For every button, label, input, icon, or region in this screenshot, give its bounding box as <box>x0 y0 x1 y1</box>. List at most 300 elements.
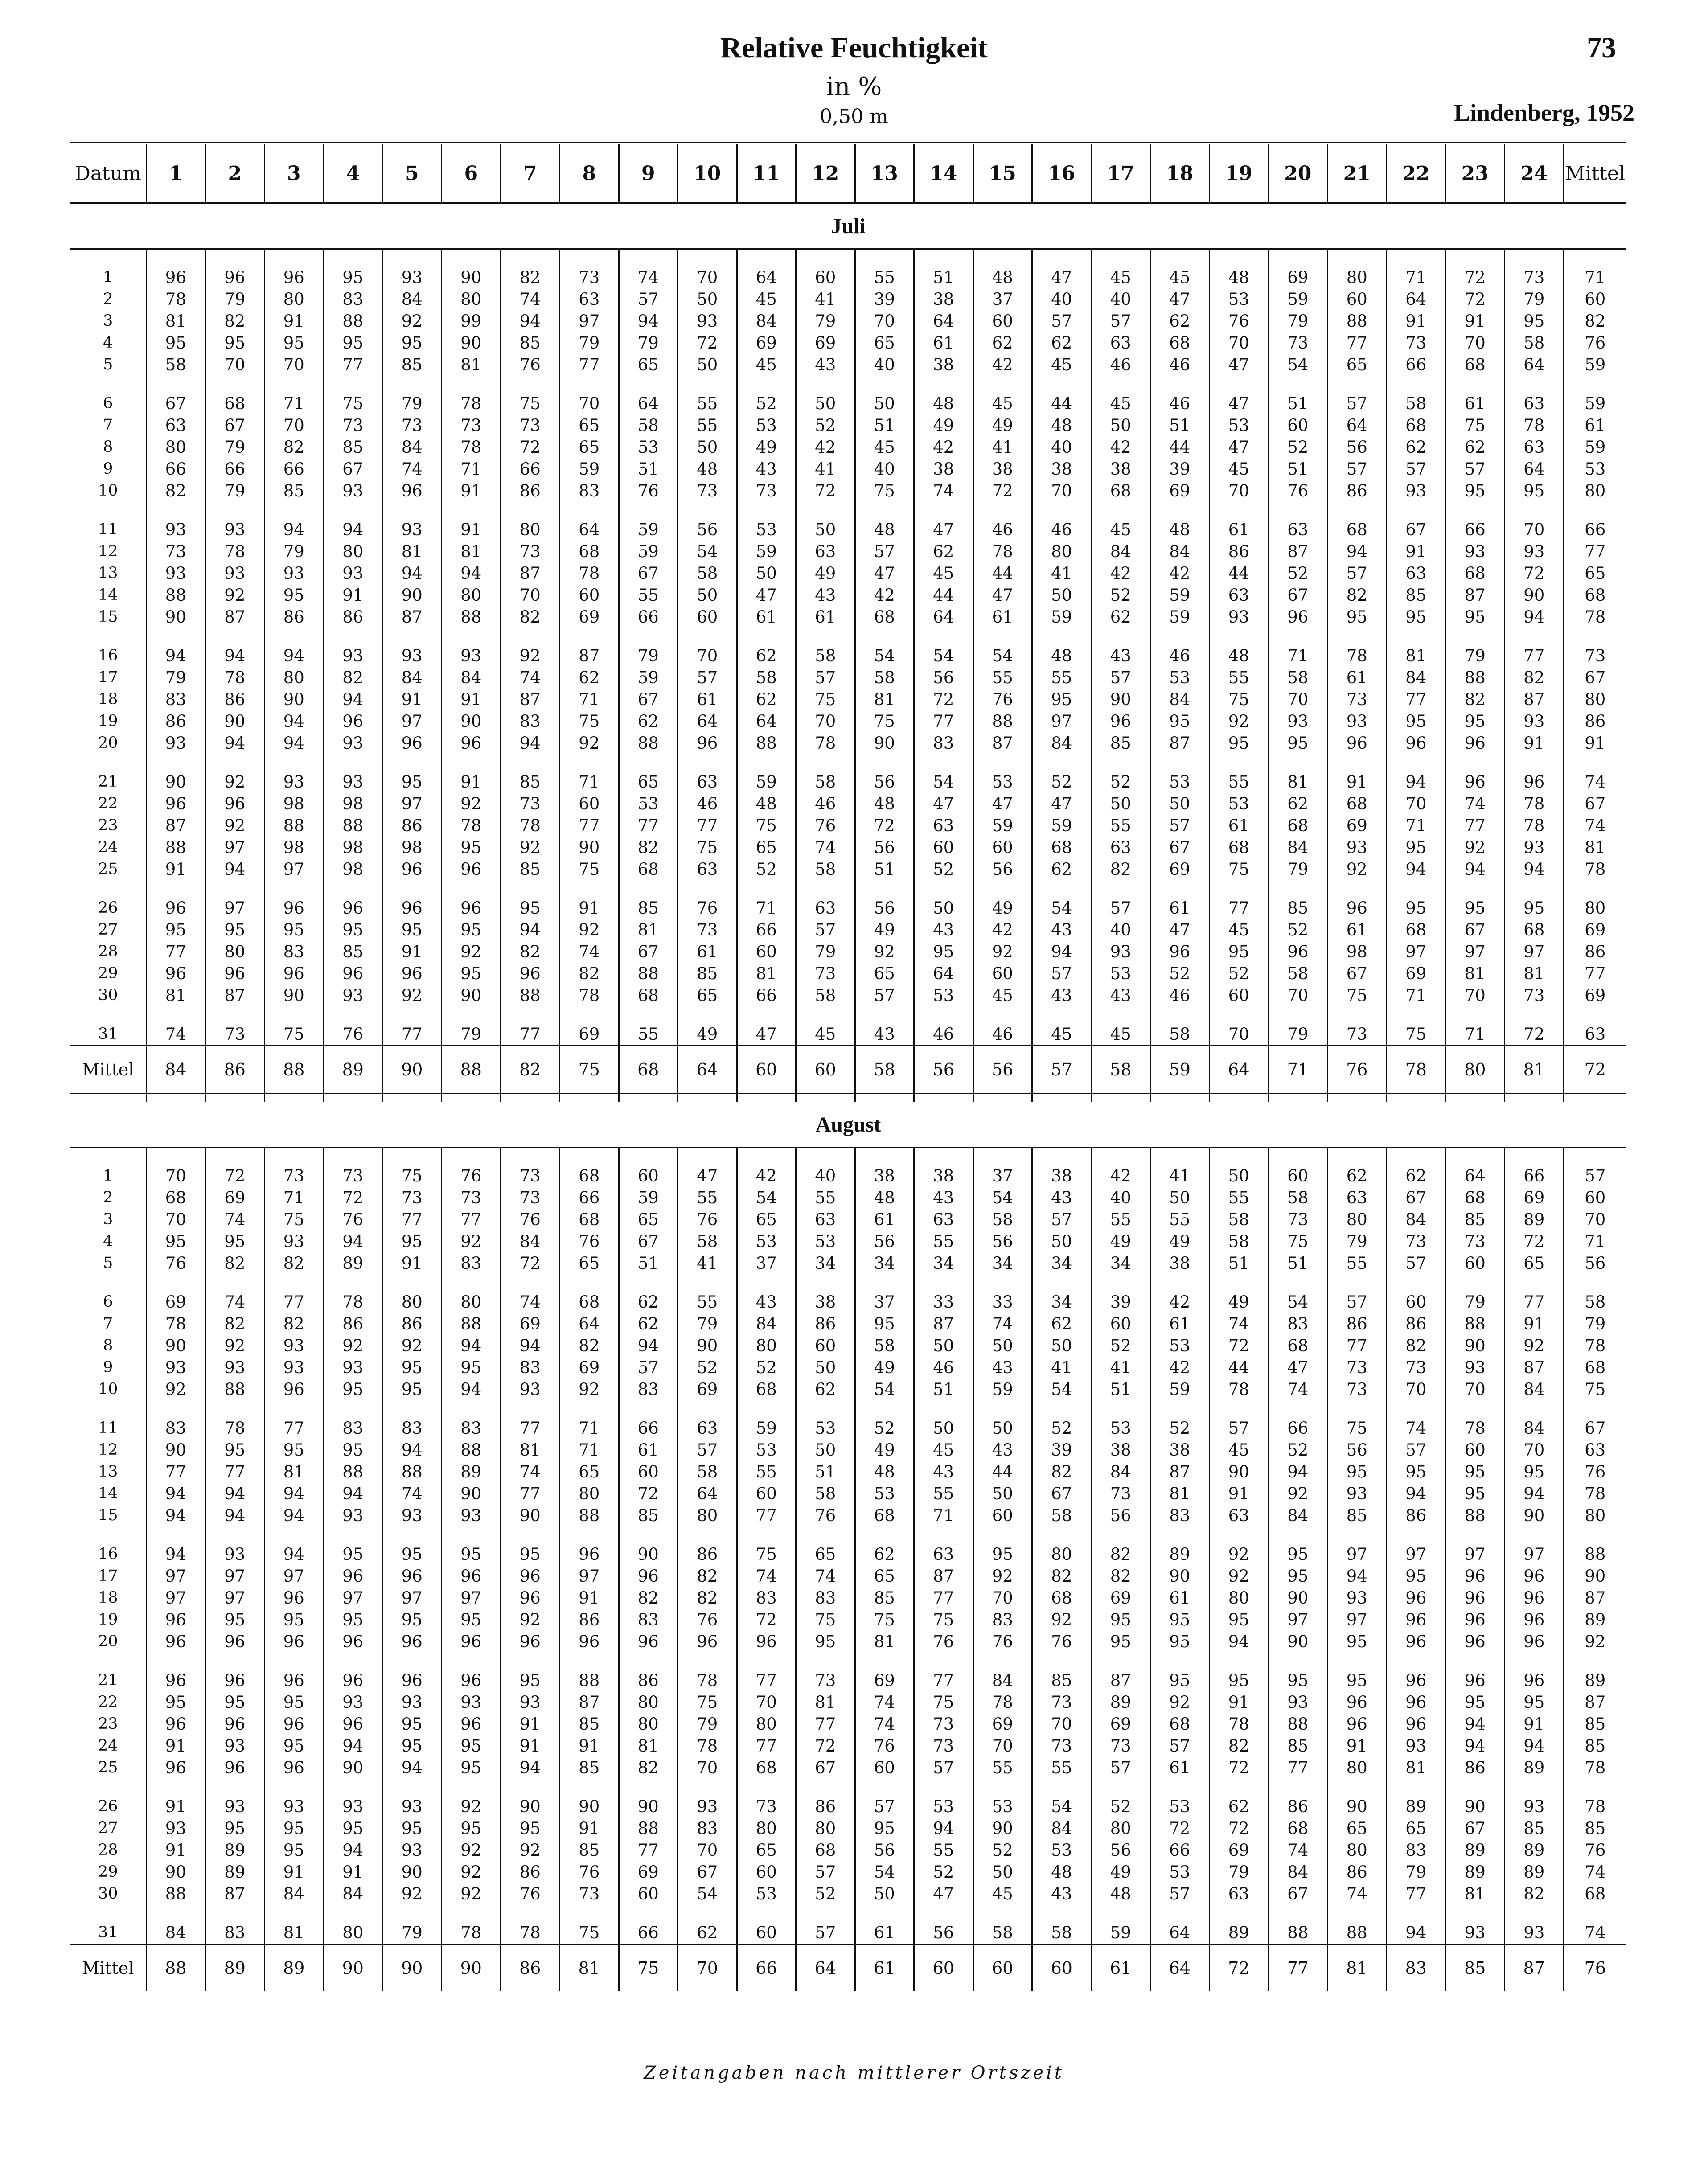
value-cell: 92 <box>560 919 619 941</box>
value-cell: 95 <box>442 1817 501 1839</box>
date-cell: 14 <box>98 1485 118 1502</box>
value-cell: 95 <box>914 941 973 963</box>
value-cell: 91 <box>1209 1691 1269 1713</box>
value-cell: 82 <box>678 1587 737 1609</box>
value-cell: 96 <box>1150 941 1210 963</box>
table-row <box>70 897 1626 919</box>
value-cell: 95 <box>1387 897 1446 919</box>
value-cell: 60 <box>737 1922 796 1944</box>
value-cell: 75 <box>560 1046 619 1094</box>
value-cell: 75 <box>796 689 855 710</box>
value-cell: 92 <box>1209 710 1269 732</box>
value-cell: 73 <box>914 1713 973 1735</box>
value-cell: 89 <box>1505 1209 1564 1231</box>
value-cell: 93 <box>264 771 324 793</box>
value-cell: 79 <box>1445 1291 1505 1313</box>
table-row <box>70 1461 1626 1483</box>
value-cell: 80 <box>1327 267 1387 288</box>
value-cell: 96 <box>146 1609 205 1631</box>
value-cell: 91 <box>264 1861 324 1883</box>
value-cell: 94 <box>382 562 442 584</box>
value-cell: 96 <box>560 1631 619 1653</box>
value-cell: 82 <box>1445 689 1505 710</box>
value-cell: 95 <box>324 1439 383 1461</box>
value-cell: 86 <box>1209 541 1269 562</box>
value-cell: 93 <box>501 1691 560 1713</box>
value-cell: 95 <box>1505 1461 1564 1483</box>
row-gap <box>70 1148 1626 1165</box>
value-cell: 42 <box>737 1165 796 1187</box>
date-cell: 23 <box>98 816 118 834</box>
value-cell: 58 <box>796 858 855 880</box>
value-cell: 97 <box>1387 1543 1446 1565</box>
value-cell: 94 <box>501 919 560 941</box>
value-cell: 64 <box>1150 1922 1210 1944</box>
value-cell: 74 <box>146 1023 205 1046</box>
value-cell: 46 <box>1091 354 1150 376</box>
table-row <box>70 1357 1626 1378</box>
value-cell: 83 <box>1387 1944 1446 1992</box>
value-cell: 96 <box>1445 1631 1505 1653</box>
value-cell: 70 <box>501 584 560 606</box>
value-cell: 45 <box>855 436 914 458</box>
value-cell: 49 <box>1150 1231 1210 1252</box>
value-cell: 58 <box>619 414 678 436</box>
value-cell: 96 <box>442 1631 501 1653</box>
value-cell: 91 <box>1445 310 1505 332</box>
value-cell: 65 <box>1505 1252 1564 1274</box>
value-cell: 69 <box>1209 1839 1269 1861</box>
value-cell: 64 <box>1327 414 1387 436</box>
value-cell: 88 <box>146 1883 205 1905</box>
value-cell: 95 <box>205 1439 265 1461</box>
value-cell: 93 <box>324 1505 383 1526</box>
value-cell: 34 <box>1091 1252 1150 1274</box>
value-cell: 47 <box>973 793 1032 815</box>
value-cell: 52 <box>1269 919 1328 941</box>
value-cell: 59 <box>1150 1046 1210 1094</box>
value-cell: 96 <box>1445 732 1505 754</box>
value-cell: 54 <box>678 541 737 562</box>
value-cell: 88 <box>324 815 383 837</box>
value-cell: 48 <box>855 793 914 815</box>
value-cell: 98 <box>324 837 383 858</box>
value-cell: 95 <box>442 1543 501 1565</box>
value-cell: 58 <box>678 1231 737 1252</box>
value-cell: 66 <box>619 1922 678 1944</box>
value-cell: 81 <box>796 1691 855 1713</box>
value-cell: 45 <box>1091 393 1150 414</box>
value-cell: 95 <box>146 919 205 941</box>
mean-cell: 75 <box>1564 1378 1626 1400</box>
value-cell: 71 <box>442 458 501 480</box>
value-cell: 93 <box>324 1357 383 1378</box>
value-cell: 67 <box>146 393 205 414</box>
value-cell: 69 <box>205 1187 265 1209</box>
value-cell: 45 <box>796 1023 855 1046</box>
value-cell: 68 <box>855 606 914 628</box>
value-cell: 61 <box>678 941 737 963</box>
value-cell: 91 <box>264 310 324 332</box>
value-cell: 54 <box>737 1187 796 1209</box>
value-cell: 65 <box>619 771 678 793</box>
value-cell: 93 <box>146 562 205 584</box>
value-cell: 93 <box>1505 541 1564 562</box>
value-cell: 81 <box>1505 963 1564 985</box>
value-cell: 81 <box>1445 963 1505 985</box>
value-cell: 80 <box>737 1335 796 1357</box>
value-cell: 93 <box>264 562 324 584</box>
value-cell: 60 <box>973 1505 1032 1526</box>
table-row <box>70 1483 1626 1505</box>
value-cell: 94 <box>382 1757 442 1779</box>
value-cell: 68 <box>1387 414 1446 436</box>
value-cell: 68 <box>796 1839 855 1861</box>
value-cell: 75 <box>737 815 796 837</box>
value-cell: 94 <box>1505 1735 1564 1757</box>
value-cell: 53 <box>1091 1417 1150 1439</box>
value-cell: 83 <box>619 1378 678 1400</box>
mean-cell: 67 <box>1564 793 1626 815</box>
value-cell: 60 <box>1387 1291 1446 1313</box>
value-cell: 70 <box>264 414 324 436</box>
value-cell: 78 <box>678 1670 737 1691</box>
value-cell: 48 <box>737 793 796 815</box>
value-cell: 84 <box>382 436 442 458</box>
value-cell: 56 <box>678 519 737 541</box>
value-cell: 47 <box>678 1165 737 1187</box>
value-cell: 93 <box>442 645 501 667</box>
value-cell: 55 <box>1032 667 1092 689</box>
value-cell: 89 <box>324 1046 383 1094</box>
value-cell: 85 <box>855 1587 914 1609</box>
value-cell: 96 <box>382 963 442 985</box>
value-cell: 58 <box>855 1335 914 1357</box>
value-cell: 60 <box>1327 288 1387 310</box>
row-gap <box>70 376 1626 393</box>
value-cell: 95 <box>1327 1631 1387 1653</box>
value-cell: 96 <box>205 793 265 815</box>
date-cell: 30 <box>98 1885 118 1903</box>
value-cell: 74 <box>1269 1378 1328 1400</box>
col-header-mean: Mittel <box>1564 143 1626 203</box>
value-cell: 86 <box>501 480 560 502</box>
value-cell: 57 <box>678 667 737 689</box>
value-cell: 96 <box>1505 1609 1564 1631</box>
value-cell: 70 <box>1445 1378 1505 1400</box>
value-cell: 82 <box>146 480 205 502</box>
value-cell: 50 <box>737 562 796 584</box>
value-cell: 47 <box>973 584 1032 606</box>
value-cell: 93 <box>382 1839 442 1861</box>
value-cell: 95 <box>264 919 324 941</box>
value-cell: 50 <box>914 897 973 919</box>
value-cell: 73 <box>146 541 205 562</box>
value-cell: 61 <box>855 1209 914 1231</box>
value-cell: 59 <box>973 1378 1032 1400</box>
value-cell: 76 <box>973 689 1032 710</box>
value-cell: 89 <box>205 1839 265 1861</box>
value-cell: 91 <box>442 480 501 502</box>
value-cell: 95 <box>1269 1543 1328 1565</box>
value-cell: 94 <box>1209 1631 1269 1653</box>
value-cell: 91 <box>560 1735 619 1757</box>
value-cell: 40 <box>1091 1187 1150 1209</box>
value-cell: 64 <box>560 1313 619 1335</box>
value-cell: 63 <box>796 897 855 919</box>
value-cell: 94 <box>442 562 501 584</box>
value-cell: 92 <box>855 941 914 963</box>
col-header-hour: 20 <box>1269 143 1328 203</box>
value-cell: 77 <box>382 1023 442 1046</box>
value-cell: 44 <box>973 562 1032 584</box>
value-cell: 63 <box>1209 584 1269 606</box>
value-cell: 68 <box>1269 1817 1328 1839</box>
value-cell: 77 <box>146 1461 205 1483</box>
table-row <box>70 1209 1626 1231</box>
value-cell: 59 <box>1269 288 1328 310</box>
value-cell: 95 <box>324 919 383 941</box>
value-cell: 95 <box>1387 1461 1446 1483</box>
value-cell: 52 <box>1091 771 1150 793</box>
date-cell: 6 <box>103 394 113 412</box>
value-cell: 45 <box>973 1883 1032 1905</box>
value-cell: 55 <box>914 1483 973 1505</box>
value-cell: 60 <box>914 837 973 858</box>
value-cell: 99 <box>442 310 501 332</box>
value-cell: 58 <box>1032 1505 1092 1526</box>
value-cell: 61 <box>855 1944 914 1992</box>
value-cell: 59 <box>560 458 619 480</box>
value-cell: 53 <box>737 1439 796 1461</box>
value-cell: 81 <box>382 541 442 562</box>
value-cell: 52 <box>914 1861 973 1883</box>
value-cell: 96 <box>1505 1565 1564 1587</box>
value-cell: 96 <box>205 1631 265 1653</box>
value-cell: 95 <box>324 1378 383 1400</box>
value-cell: 73 <box>1269 1209 1328 1231</box>
value-cell: 85 <box>619 1505 678 1526</box>
value-cell: 54 <box>973 645 1032 667</box>
value-cell: 44 <box>1032 393 1092 414</box>
date-cell: 31 <box>98 1025 118 1043</box>
value-cell: 73 <box>501 1165 560 1187</box>
value-cell: 62 <box>619 1291 678 1313</box>
value-cell: 95 <box>1387 710 1446 732</box>
value-cell: 50 <box>1150 793 1210 815</box>
value-cell: 92 <box>1032 1609 1092 1631</box>
value-cell: 57 <box>1327 393 1387 414</box>
date-cell: 8 <box>103 1337 113 1354</box>
value-cell: 92 <box>442 1231 501 1252</box>
date-cell: 24 <box>98 838 118 856</box>
value-cell: 88 <box>442 1313 501 1335</box>
value-cell: 63 <box>1091 837 1150 858</box>
value-cell: 81 <box>442 541 501 562</box>
value-cell: 93 <box>205 1357 265 1378</box>
value-cell: 85 <box>560 1839 619 1861</box>
value-cell: 79 <box>796 941 855 963</box>
value-cell: 70 <box>1445 985 1505 1006</box>
value-cell: 73 <box>1327 1357 1387 1378</box>
value-cell: 38 <box>914 458 973 480</box>
value-cell: 96 <box>442 1670 501 1691</box>
value-cell: 63 <box>1209 1883 1269 1905</box>
table-row <box>70 1543 1626 1565</box>
value-cell: 53 <box>1150 1796 1210 1817</box>
value-cell: 97 <box>382 793 442 815</box>
value-cell: 61 <box>855 1922 914 1944</box>
value-cell: 74 <box>796 837 855 858</box>
value-cell: 97 <box>1032 710 1092 732</box>
value-cell: 71 <box>914 1505 973 1526</box>
value-cell: 84 <box>1150 689 1210 710</box>
value-cell: 68 <box>1445 354 1505 376</box>
value-cell: 52 <box>1150 963 1210 985</box>
value-cell: 72 <box>737 1609 796 1631</box>
mean-cell: 85 <box>1564 1817 1626 1839</box>
value-cell: 69 <box>1091 1713 1150 1735</box>
value-cell: 77 <box>619 1839 678 1861</box>
value-cell: 93 <box>146 1817 205 1839</box>
value-cell: 83 <box>737 1587 796 1609</box>
value-cell: 93 <box>205 519 265 541</box>
value-cell: 45 <box>973 985 1032 1006</box>
value-cell: 55 <box>1091 815 1150 837</box>
date-cell: 22 <box>98 1693 118 1711</box>
value-cell: 77 <box>501 1417 560 1439</box>
value-cell: 49 <box>1091 1861 1150 1883</box>
value-cell: 50 <box>678 584 737 606</box>
value-cell: 80 <box>796 1817 855 1839</box>
value-cell: 51 <box>1269 393 1328 414</box>
value-cell: 96 <box>501 1631 560 1653</box>
value-cell: 96 <box>205 1713 265 1735</box>
value-cell: 92 <box>501 645 560 667</box>
mean-cell: 78 <box>1564 606 1626 628</box>
value-cell: 89 <box>324 1252 383 1274</box>
date-cell: 25 <box>98 860 118 878</box>
value-cell: 87 <box>973 732 1032 754</box>
value-cell: 90 <box>264 689 324 710</box>
value-cell: 92 <box>324 1335 383 1357</box>
value-cell: 72 <box>796 1735 855 1757</box>
value-cell: 51 <box>855 858 914 880</box>
value-cell: 53 <box>1150 667 1210 689</box>
value-cell: 57 <box>1327 1291 1387 1313</box>
value-cell: 80 <box>1209 1587 1269 1609</box>
value-cell: 68 <box>560 541 619 562</box>
value-cell: 95 <box>501 1670 560 1691</box>
value-cell: 57 <box>1445 458 1505 480</box>
value-cell: 74 <box>382 1483 442 1505</box>
date-cell: 3 <box>103 312 113 330</box>
value-cell: 83 <box>324 1417 383 1439</box>
value-cell: 70 <box>1445 332 1505 354</box>
value-cell: 68 <box>1150 332 1210 354</box>
value-cell: 76 <box>796 1505 855 1526</box>
value-cell: 96 <box>264 897 324 919</box>
value-cell: 53 <box>973 1796 1032 1817</box>
mean-cell: 60 <box>1564 1187 1626 1209</box>
value-cell: 91 <box>560 1587 619 1609</box>
value-cell: 68 <box>1269 1335 1328 1357</box>
value-cell: 93 <box>324 645 383 667</box>
value-cell: 73 <box>501 541 560 562</box>
value-cell: 94 <box>1505 606 1564 628</box>
value-cell: 90 <box>382 1944 442 1992</box>
value-cell: 93 <box>382 645 442 667</box>
value-cell: 65 <box>737 1839 796 1861</box>
value-cell: 53 <box>914 1796 973 1817</box>
value-cell: 92 <box>1209 1565 1269 1587</box>
value-cell: 95 <box>1445 606 1505 628</box>
value-cell: 83 <box>442 1252 501 1274</box>
value-cell: 39 <box>855 288 914 310</box>
value-cell: 69 <box>560 1023 619 1046</box>
value-cell: 92 <box>205 771 265 793</box>
mean-cell: 76 <box>1564 332 1626 354</box>
value-cell: 95 <box>442 837 501 858</box>
value-cell: 97 <box>560 310 619 332</box>
value-cell: 67 <box>1327 963 1387 985</box>
value-cell: 79 <box>382 1922 442 1944</box>
value-cell: 95 <box>1445 897 1505 919</box>
value-cell: 96 <box>442 897 501 919</box>
value-cell: 64 <box>796 1944 855 1992</box>
value-cell: 48 <box>1150 519 1210 541</box>
value-cell: 95 <box>382 1357 442 1378</box>
value-cell: 34 <box>1032 1291 1092 1313</box>
value-cell: 50 <box>914 1417 973 1439</box>
value-cell: 95 <box>382 1231 442 1252</box>
value-cell: 52 <box>1091 1796 1150 1817</box>
value-cell: 59 <box>1091 1922 1150 1944</box>
value-cell: 60 <box>796 1046 855 1094</box>
value-cell: 43 <box>973 1439 1032 1461</box>
value-cell: 88 <box>973 710 1032 732</box>
value-cell: 52 <box>914 858 973 880</box>
value-cell: 95 <box>382 1735 442 1757</box>
value-cell: 90 <box>1445 1335 1505 1357</box>
value-cell: 64 <box>737 267 796 288</box>
value-cell: 95 <box>1327 1461 1387 1483</box>
value-cell: 72 <box>1445 267 1505 288</box>
value-cell: 75 <box>678 837 737 858</box>
value-cell: 95 <box>264 1817 324 1839</box>
value-cell: 97 <box>560 1565 619 1587</box>
value-cell: 72 <box>973 480 1032 502</box>
value-cell: 73 <box>914 1735 973 1757</box>
value-cell: 45 <box>1091 267 1150 288</box>
value-cell: 94 <box>1327 541 1387 562</box>
date-cell: 2 <box>103 1189 113 1206</box>
value-cell: 70 <box>1032 480 1092 502</box>
value-cell: 58 <box>1209 1209 1269 1231</box>
value-cell: 61 <box>914 332 973 354</box>
value-cell: 98 <box>264 793 324 815</box>
value-cell: 64 <box>678 1046 737 1094</box>
value-cell: 74 <box>737 1565 796 1587</box>
value-cell: 86 <box>382 815 442 837</box>
value-cell: 90 <box>1091 689 1150 710</box>
date-cell: 20 <box>98 1633 118 1650</box>
value-cell: 77 <box>1327 1335 1387 1357</box>
mean-cell: 59 <box>1564 354 1626 376</box>
date-cell: 27 <box>98 1819 118 1837</box>
date-cell: 10 <box>98 482 118 500</box>
value-cell: 63 <box>1209 1505 1269 1526</box>
